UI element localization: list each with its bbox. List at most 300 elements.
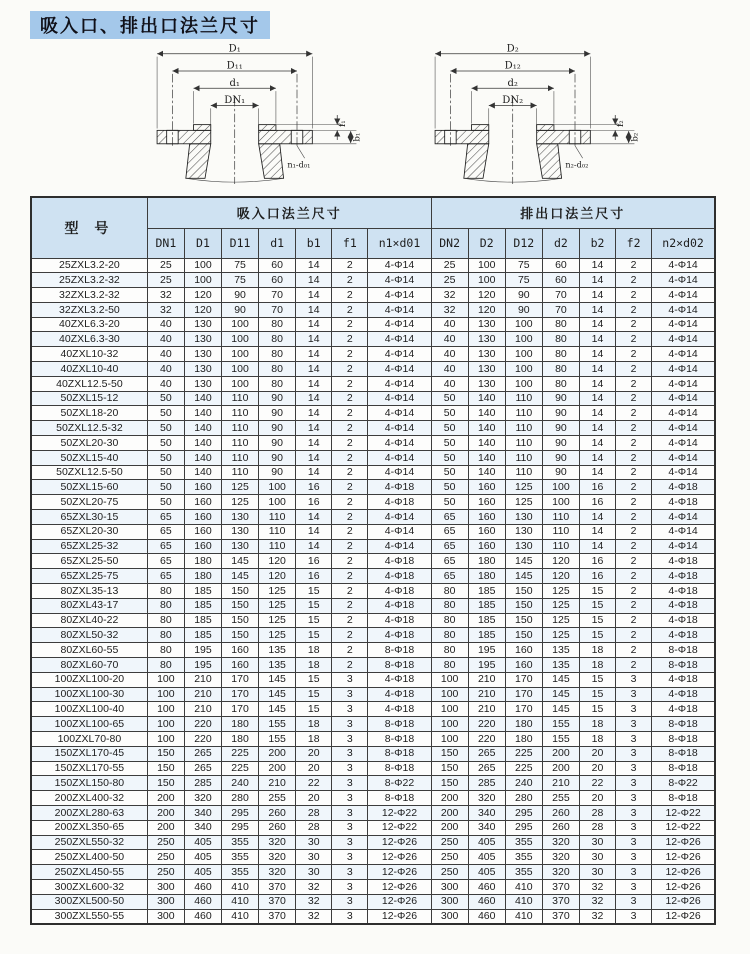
cell-model: 32ZXL3.2-50 [31,302,147,317]
cell-value: 210 [184,672,221,687]
cell-value: 200 [431,791,468,806]
cell-value: 100 [505,332,542,347]
cell-value: 2 [332,465,368,480]
cell-value: 2 [616,421,652,436]
table-row [31,628,715,643]
cell-value: 160 [184,510,221,525]
cell-value: 4-Φ18 [368,628,431,643]
cell-value: 50 [431,391,468,406]
cell-value: 3 [332,746,368,761]
discharge-group-header: 排出口法兰尺寸 [431,197,715,228]
cell-value: 180 [184,554,221,569]
cell-value: 50 [431,406,468,421]
table-row [31,332,715,347]
cell-value: 405 [184,835,221,850]
cell-value: 265 [468,761,505,776]
cell-value: 100 [431,702,468,717]
cell-value: 25 [431,258,468,273]
cell-model: 50ZXL12.5-50 [31,465,147,480]
cell-value: 3 [616,672,652,687]
cell-value: 260 [259,805,296,820]
cell-value: 460 [468,879,505,894]
cell-model: 65ZXL25-50 [31,554,147,569]
cell-value: 4-Φ14 [652,421,715,436]
cell-value: 12-Φ22 [368,820,431,835]
cell-value: 12-Φ26 [652,835,715,850]
cell-value: 4-Φ14 [652,450,715,465]
cell-value: 405 [468,835,505,850]
table-row [31,539,715,554]
cell-value: 4-Φ14 [368,347,431,362]
cell-value: 16 [579,554,615,569]
cell-value: 300 [431,909,468,924]
cell-value: 320 [259,850,296,865]
cell-value: 100 [222,332,259,347]
cell-value: 180 [468,554,505,569]
cell-value: 100 [222,376,259,391]
cell-value: 4-Φ14 [652,524,715,539]
cell-value: 4-Φ14 [652,510,715,525]
cell-value: 160 [468,510,505,525]
cell-value: 4-Φ18 [652,554,715,569]
cell-value: 370 [542,909,579,924]
cell-value: 30 [579,835,615,850]
table-row [31,273,715,288]
cell-value: 300 [147,879,184,894]
cell-value: 4-Φ18 [652,628,715,643]
cell-value: 90 [259,421,296,436]
cell-value: 14 [579,376,615,391]
table-row [31,894,715,909]
cell-value: 150 [222,598,259,613]
cell-value: 3 [332,776,368,791]
cell-value: 410 [222,909,259,924]
cell-value: 50 [147,436,184,451]
cell-value: 28 [579,805,615,820]
cell-value: 320 [468,791,505,806]
cell-value: 100 [222,362,259,377]
cell-value: 90 [259,436,296,451]
cell-value: 80 [542,332,579,347]
cell-value: 125 [505,495,542,510]
cell-value: 100 [147,687,184,702]
cell-value: 90 [505,288,542,303]
cell-value: 110 [222,406,259,421]
table-row [31,702,715,717]
cell-value: 2 [616,524,652,539]
cell-value: 110 [222,436,259,451]
cell-value: 225 [222,761,259,776]
cell-value: 2 [616,613,652,628]
cell-value: 130 [468,376,505,391]
cell-model: 80ZXL40-22 [31,613,147,628]
cell-value: 195 [468,643,505,658]
cell-value: 150 [431,761,468,776]
table-row [31,480,715,495]
cell-value: 2 [332,376,368,391]
cell-value: 3 [332,879,368,894]
cell-model: 80ZXL35-13 [31,584,147,599]
cell-value: 14 [579,362,615,377]
cell-value: 145 [259,687,296,702]
cell-value: 18 [579,643,615,658]
cell-value: 90 [222,288,259,303]
cell-value: 8-Φ18 [652,732,715,747]
cell-value: 14 [296,450,332,465]
cell-model: 32ZXL3.2-32 [31,288,147,303]
cell-value: 90 [259,450,296,465]
cell-value: 8-Φ18 [368,791,431,806]
cell-value: 80 [147,613,184,628]
cell-value: 100 [147,672,184,687]
cell-value: 240 [505,776,542,791]
cell-value: 2 [616,436,652,451]
cell-value: 210 [259,776,296,791]
cell-value: 220 [184,717,221,732]
cell-value: 100 [184,258,221,273]
cell-value: 185 [184,613,221,628]
cell-value: 260 [542,805,579,820]
cell-value: 15 [579,628,615,643]
cell-value: 200 [542,746,579,761]
cell-model: 300ZXL600-32 [31,879,147,894]
cell-value: 150 [222,613,259,628]
cell-value: 4-Φ14 [368,465,431,480]
cell-value: 4-Φ14 [368,302,431,317]
cell-value: 110 [222,450,259,465]
cell-value: 170 [222,702,259,717]
cell-value: 14 [296,302,332,317]
table-row [31,554,715,569]
cell-value: 14 [579,436,615,451]
dim-label-DN2: DN₂ [502,95,524,107]
cell-value: 320 [184,791,221,806]
table-row [31,569,715,584]
cell-value: 28 [296,805,332,820]
cell-value: 4-Φ18 [368,672,431,687]
cell-value: 150 [222,584,259,599]
cell-model: 40ZXL6.3-20 [31,317,147,332]
cell-value: 90 [259,391,296,406]
cell-model: 100ZXL100-20 [31,672,147,687]
cell-value: 120 [542,554,579,569]
cell-value: 100 [147,732,184,747]
cell-value: 50 [431,480,468,495]
cell-value: 2 [616,450,652,465]
cell-value: 15 [579,702,615,717]
cell-value: 220 [468,717,505,732]
cell-value: 160 [222,658,259,673]
cell-value: 195 [468,658,505,673]
cell-value: 3 [616,894,652,909]
cell-value: 8-Φ18 [368,746,431,761]
cell-value: 140 [468,391,505,406]
cell-value: 70 [259,288,296,303]
cell-value: 145 [542,687,579,702]
cell-value: 4-Φ14 [652,539,715,554]
cell-value: 18 [579,717,615,732]
cell-value: 90 [542,406,579,421]
cell-value: 160 [184,495,221,510]
cell-value: 15 [296,584,332,599]
cell-value: 2 [616,406,652,421]
cell-value: 80 [259,376,296,391]
cell-value: 120 [542,569,579,584]
cell-value: 160 [184,524,221,539]
table-row [31,732,715,747]
cell-value: 65 [147,539,184,554]
cell-value: 32 [579,894,615,909]
cell-value: 3 [616,732,652,747]
cell-model: 250ZXL400-50 [31,850,147,865]
cell-value: 16 [579,495,615,510]
cell-value: 70 [259,302,296,317]
cell-value: 8-Φ18 [368,717,431,732]
col-header-d1: d1 [259,228,296,258]
cell-value: 240 [222,776,259,791]
cell-value: 100 [431,732,468,747]
cell-model: 150ZXL170-45 [31,746,147,761]
cell-value: 3 [616,776,652,791]
bolt-holes-label: n₁-d₀₁ [287,159,311,170]
cell-value: 40 [431,362,468,377]
cell-value: 100 [184,273,221,288]
cell-value: 40 [147,376,184,391]
cell-value: 14 [296,347,332,362]
cell-value: 100 [222,347,259,362]
cell-value: 32 [296,909,332,924]
cell-value: 355 [222,835,259,850]
cell-value: 14 [296,273,332,288]
col-header-b2: b2 [579,228,615,258]
cell-value: 65 [431,569,468,584]
cell-value: 150 [431,746,468,761]
cell-value: 8-Φ18 [652,643,715,658]
cell-value: 145 [259,702,296,717]
cell-value: 80 [431,658,468,673]
cell-value: 60 [259,273,296,288]
cell-value: 25 [431,273,468,288]
cell-value: 8-Φ18 [652,746,715,761]
cell-value: 32 [147,302,184,317]
cell-value: 130 [222,524,259,539]
cell-value: 130 [505,510,542,525]
cell-value: 100 [259,480,296,495]
cell-value: 4-Φ14 [652,317,715,332]
cell-value: 2 [332,510,368,525]
cell-value: 170 [505,687,542,702]
cell-value: 100 [468,273,505,288]
cell-value: 18 [579,732,615,747]
cell-value: 2 [332,302,368,317]
cell-value: 40 [147,332,184,347]
cell-value: 155 [259,732,296,747]
dim-label-D2: D₂ [506,44,519,55]
cell-value: 20 [579,746,615,761]
cell-model: 50ZXL18-20 [31,406,147,421]
cell-value: 4-Φ14 [652,436,715,451]
table-row [31,317,715,332]
cell-value: 150 [505,613,542,628]
cell-value: 4-Φ18 [652,480,715,495]
cell-value: 60 [542,258,579,273]
cell-value: 300 [147,909,184,924]
cell-value: 50 [147,495,184,510]
cell-value: 410 [222,894,259,909]
cell-value: 3 [616,835,652,850]
cell-value: 4-Φ14 [368,391,431,406]
table-row [31,495,715,510]
cell-value: 2 [616,465,652,480]
cell-value: 140 [184,450,221,465]
cell-value: 70 [542,302,579,317]
cell-value: 195 [184,658,221,673]
col-header-n1xd01: n1×d01 [368,228,431,258]
cell-value: 25 [147,273,184,288]
bolt-holes-label: n₂-d₀₂ [565,159,589,170]
col-header-D11: D11 [222,228,259,258]
table-row [31,643,715,658]
cell-value: 135 [542,643,579,658]
cell-value: 2 [616,347,652,362]
cell-value: 200 [542,761,579,776]
cell-value: 2 [332,628,368,643]
cell-value: 4-Φ18 [652,613,715,628]
cell-value: 15 [579,584,615,599]
cell-value: 300 [431,879,468,894]
cell-model: 250ZXL550-32 [31,835,147,850]
cell-value: 65 [147,524,184,539]
cell-value: 145 [505,554,542,569]
cell-value: 50 [431,450,468,465]
cell-value: 2 [332,273,368,288]
cell-value: 75 [505,273,542,288]
suction-group-header: 吸入口法兰尺寸 [147,197,431,228]
cell-value: 80 [431,584,468,599]
cell-value: 50 [431,495,468,510]
cell-model: 40ZXL10-32 [31,347,147,362]
cell-value: 100 [505,362,542,377]
cell-value: 4-Φ14 [652,465,715,480]
col-header-D1: D1 [184,228,221,258]
cell-value: 210 [184,687,221,702]
cell-value: 2 [616,643,652,658]
cell-value: 4-Φ14 [368,539,431,554]
cell-value: 100 [505,317,542,332]
table-row [31,584,715,599]
cell-value: 160 [505,643,542,658]
cell-value: 3 [616,791,652,806]
cell-value: 4-Φ14 [652,332,715,347]
cell-value: 32 [431,288,468,303]
cell-value: 2 [616,480,652,495]
suction-flange-diagram [136,44,366,188]
cell-model: 150ZXL150-80 [31,776,147,791]
cell-value: 20 [296,761,332,776]
cell-value: 225 [505,761,542,776]
cell-value: 22 [296,776,332,791]
cell-value: 8-Φ22 [368,776,431,791]
cell-value: 14 [579,539,615,554]
cell-value: 90 [542,465,579,480]
cell-value: 65 [147,510,184,525]
cell-value: 410 [505,894,542,909]
cell-value: 355 [505,835,542,850]
cell-value: 250 [431,865,468,880]
cell-value: 355 [222,850,259,865]
col-header-f1: f1 [332,228,368,258]
cell-value: 60 [542,273,579,288]
cell-value: 2 [332,450,368,465]
dim-label-D12: D₁₂ [504,60,521,72]
dim-label-d2: d₂ [507,77,518,89]
cell-value: 170 [222,672,259,687]
cell-value: 40 [147,347,184,362]
cell-value: 2 [616,302,652,317]
cell-value: 100 [542,495,579,510]
cell-value: 40 [431,347,468,362]
cell-value: 30 [296,850,332,865]
cell-value: 4-Φ14 [368,288,431,303]
cell-value: 90 [542,450,579,465]
cell-model: 40ZXL6.3-30 [31,332,147,347]
cell-value: 295 [222,805,259,820]
cell-value: 4-Φ14 [368,332,431,347]
cell-value: 145 [222,569,259,584]
cell-value: 4-Φ18 [368,480,431,495]
cell-value: 80 [259,317,296,332]
cell-model: 100ZXL100-30 [31,687,147,702]
cell-value: 2 [332,258,368,273]
cell-value: 405 [184,850,221,865]
cell-value: 100 [147,702,184,717]
cell-value: 14 [296,539,332,554]
cell-value: 110 [222,421,259,436]
cell-value: 2 [616,539,652,554]
cell-value: 14 [296,436,332,451]
cell-value: 15 [296,702,332,717]
cell-model: 25ZXL3.2-20 [31,258,147,273]
cell-value: 65 [147,569,184,584]
cell-value: 3 [616,850,652,865]
cell-value: 4-Φ14 [368,317,431,332]
cell-value: 90 [542,436,579,451]
cell-value: 3 [332,687,368,702]
cell-value: 100 [505,347,542,362]
table-row [31,717,715,732]
cell-value: 100 [147,717,184,732]
cell-value: 2 [332,643,368,658]
cell-value: 180 [222,732,259,747]
cell-model: 40ZXL12.5-50 [31,376,147,391]
cell-value: 100 [431,687,468,702]
cell-value: 460 [468,894,505,909]
cell-value: 200 [147,791,184,806]
cell-value: 140 [468,421,505,436]
table-row [31,865,715,880]
cell-value: 130 [184,376,221,391]
cell-value: 370 [542,879,579,894]
cell-value: 2 [332,658,368,673]
cell-value: 14 [579,510,615,525]
cell-value: 150 [505,598,542,613]
cell-value: 3 [332,909,368,924]
cell-value: 250 [147,835,184,850]
cell-value: 80 [431,628,468,643]
cell-model: 80ZXL60-55 [31,643,147,658]
cell-value: 155 [259,717,296,732]
cell-model: 100ZXL100-65 [31,717,147,732]
